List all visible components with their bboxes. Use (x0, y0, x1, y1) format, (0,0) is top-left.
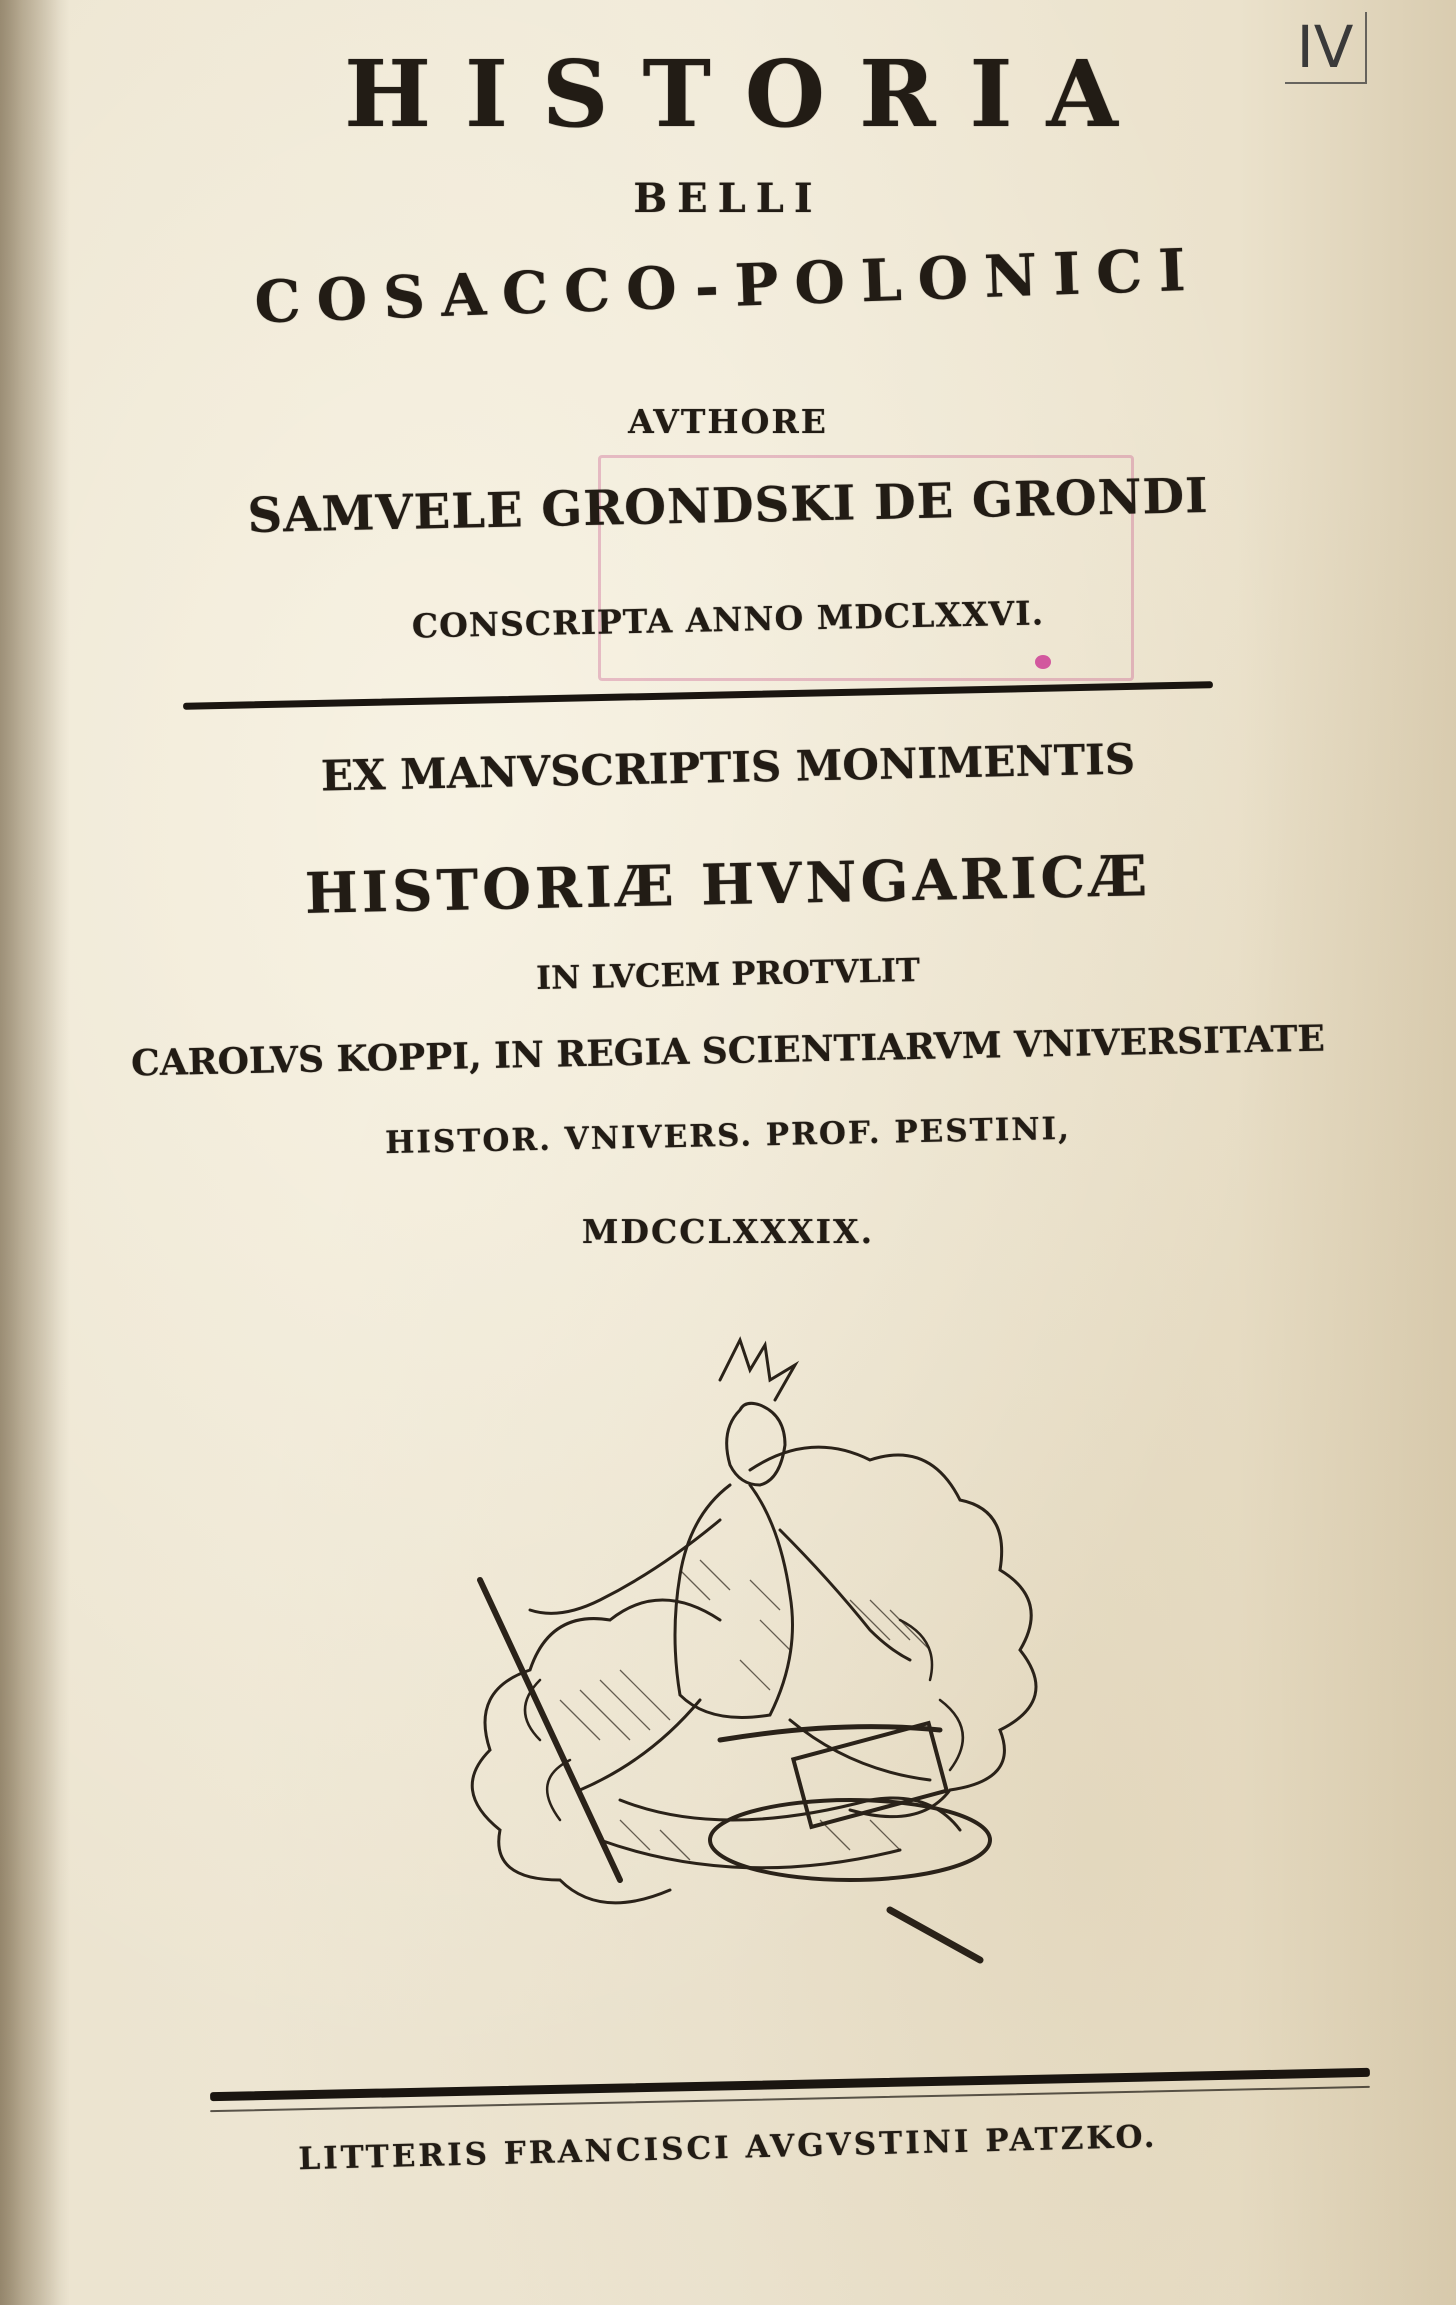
editor-title: HISTOR. VNIVERS. PROF. PESTINI, (384, 1110, 1072, 1162)
subtitle-belli: BELLI (633, 175, 823, 222)
subtitle-cosacco-polonici: COSACCO-POLONICI (253, 235, 1203, 337)
allegorical-engraving (420, 1320, 1080, 1980)
shelfmark-label: IV (1285, 12, 1367, 84)
editor-line: CAROLVS KOPPI, IN REGIA SCIENTIARVM VNIVERSITATE (130, 1017, 1326, 1085)
bottom-divider-rule (210, 2068, 1370, 2101)
author-label: AVTHORE (628, 402, 828, 441)
publication-year: MDCCLXXXIX. (581, 1212, 875, 1251)
source-line-1: EX MANVSCRIPTIS MONIMENTIS (320, 734, 1136, 801)
composition-date: CONSCRIPTA ANNO MDCLXXVI. (411, 593, 1045, 646)
stamp-ink-dot (1035, 655, 1051, 669)
book-title: HISTORIA (344, 40, 1152, 148)
author-name: SAMVELE GRONDSKI DE GRONDI (246, 467, 1210, 545)
publish-line: IN LVCEM PROTVLIT (535, 950, 921, 998)
printer-imprint: LITTERIS FRANCISCI AVGVSTINI PATZKO. (298, 2118, 1158, 2178)
top-divider-rule (183, 681, 1213, 710)
source-line-2: HISTORIÆ HVNGARICÆ (304, 843, 1152, 927)
